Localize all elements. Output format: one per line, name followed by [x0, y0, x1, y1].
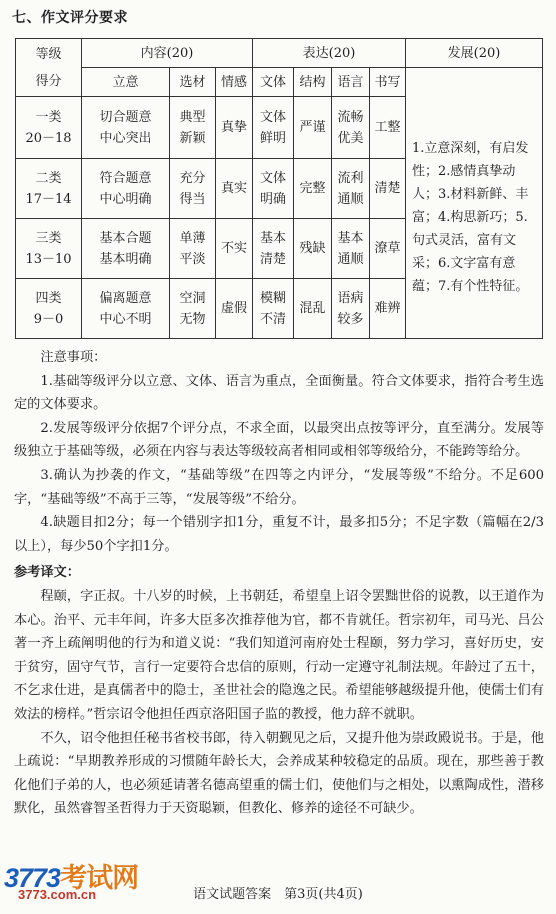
table-row: 一类 20－18 切合题意 中心突出 典型 新颖 真挚 文体 鲜明 严谨 流畅 优美 工整 1.立意深刻，有启发性；2.感情真挚动人；3.材料新鲜、丰富；4.构思新巧；5.句式灵活，富有文采；6.文字富有意蕴；7.有个性特征。 — [16, 97, 543, 159]
notes-heading: 注意事项： — [40, 350, 107, 365]
table-row: 二类 17－14 符合题意 中心明确 充分 得当 真实 文体 明确 完整 流利 通顺 清楚 — [16, 159, 543, 219]
note-item: 4.缺题目扣2分；每一个错别字扣1分，重复不计，最多扣5分；不足字数（篇幅在2/3以上），每少50个字扣1分。 — [14, 515, 544, 554]
grade-header-cell: 等级 得分 — [16, 39, 82, 97]
translation-heading: 参考译文： — [14, 565, 80, 581]
note-item: 2.发展等级评分依据7个评分点，不求全面，以最突出点按等评分，直至满分。发展等级独立于基础等级，必须在内容与表达等级较高者相同或相邻等级给分，不能跨等给分。 — [14, 420, 544, 460]
development-criteria: 1.立意深刻，有启发性；2.感情真挚动人；3.材料新鲜、丰富；4.构思新巧；5.句式灵活，富有文采；6.文字富有意蕴；7.有个性特征。 — [406, 97, 543, 339]
site-watermark-logo: 3773考试网 3773.com.cn — [4, 863, 139, 902]
table-row: 三类 13－10 基本合题 基本明确 单薄 平淡 不实 基本 清楚 残缺 基本 通顺 潦草 — [16, 219, 543, 279]
translation-paragraph: 程颐，字正叔。十八岁的时候，上书朝廷，希望皇上诏令罢黜世俗的说教，以王道作为本心。治平、元丰年间，许多大臣多次推荐他为官，都不肯就任。哲宗初年，司马光、吕公著一齐上疏阐明他的行为和道义说：“我们知道河南府处士程颐，努力学习，喜好历史，安于贫穷，固守气节，言行一定要符合忠信的原则，行动一定遵守礼制法规。年龄过了五十，不乞求仕进，是真儒者中的隐士，圣世社会的隐逸之民。希望能够越级提升他，使儒士们有效法的榜样。”哲宗诏令他担任西京洛阳国子监的教授，他力辞不就职。 — [14, 588, 544, 722]
scoring-table — [15, 38, 543, 339]
development-blank — [406, 68, 543, 97]
section-title: 七、作文评分要求 — [12, 10, 128, 26]
sub-header: 语言 — [332, 68, 370, 97]
expression-header: 表达(20) — [253, 39, 406, 68]
translation-paragraph: 不久，诏令他担任秘书省校书郎，待入朝觐见之后，又提升他为崇政殿说书。于是，他上疏说：“早期教养形成的习惯随年龄长大，会养成某种较稳定的品质。现在，那些善于教化他们子弟的人，也必须延请著名德高望重的儒士们，使他们与之相处，以熏陶成性，潜移默化，虽然睿智圣哲得力于天资聪颖，但教化、修养的途径不可缺少。 — [14, 730, 544, 817]
sub-header: 书写 — [370, 68, 406, 97]
sub-header: 选材 — [170, 68, 216, 97]
table-row: 四类 9－0 偏离题意 中心不明 空洞 无物 虚假 模糊 不清 混乱 语病 较多 难辨 — [16, 279, 543, 339]
sub-header: 结构 — [294, 68, 332, 97]
notes-section — [14, 346, 544, 821]
sub-header: 文体 — [253, 68, 294, 97]
sub-header: 立意 — [82, 68, 170, 97]
page-footer: 语文试题答案 第3页(共4页) — [193, 887, 363, 902]
development-header: 发展(20) — [406, 39, 543, 68]
sub-header: 情感 — [216, 68, 253, 97]
note-item: 1.基础等级评分以立意、文体、语言为重点，全面衡量。符合文体要求，指符合考生选定的文体要求。 — [14, 373, 544, 413]
content-header: 内容(20) — [82, 39, 253, 68]
note-item: 3.确认为抄袭的作文，“基础等级”在四等之内评分，“发展等级”不给分。不足600字，“基础等级”不高于三等，“发展等级”不给分。 — [14, 467, 544, 507]
